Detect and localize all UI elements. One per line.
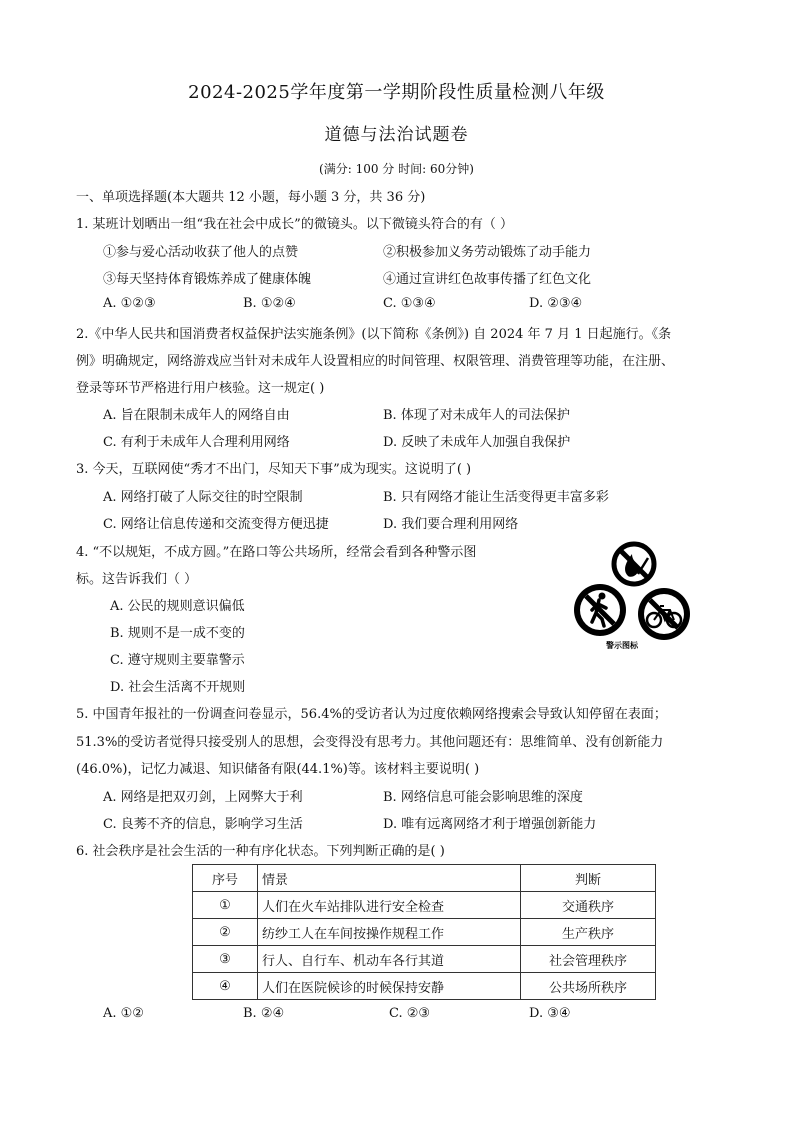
warning-signs-image (568, 540, 698, 652)
q5-stem-line3: (46.0%)，记忆力减退、知识储备有限(44.1%)等。该材料主要说明( ) (76, 762, 480, 777)
q1-option-c: C. ①③④ (383, 296, 436, 311)
q6-stem: 6. 社会秩序是社会生活的一种有序化状态。下列判断正确的是( ) (76, 844, 445, 859)
q1-stem: 1. 某班计划晒出一组“我在社会中成长”的微镜头。以下微镜头符合的有（ ） (76, 217, 513, 232)
q2-option-d: D. 反映了未成年人加强自我保护 (383, 435, 571, 450)
exam-subject: 道德与法治试题卷 (324, 125, 469, 145)
table-row (193, 973, 656, 1000)
q3-option-b: B. 只有网络才能让生活变得更丰富多彩 (383, 490, 609, 505)
q6-row-scenario: 人们在火车站排队进行安全检查 (258, 892, 521, 919)
q6-row-number: ② (193, 919, 258, 946)
no-bicycle-icon (638, 588, 690, 640)
q5-option-d: D. 唯有远离网络才利于增强创新能力 (383, 817, 597, 832)
exam-info: (满分: 100 分 时间: 60分钟) (319, 162, 474, 176)
table-row (193, 892, 656, 919)
q6-row-judgement: 交通秩序 (521, 892, 656, 919)
q5-option-b: B. 网络信息可能会影响思维的深度 (383, 790, 583, 805)
q6-table (192, 864, 656, 1000)
q5-option-c: C. 良莠不齐的信息，影响学习生活 (103, 817, 303, 832)
q1-item-2: ②积极参加义务劳动锻炼了动手能力 (383, 245, 592, 260)
q6-row-scenario: 人们在医院候诊的时候保持安静 (258, 973, 521, 1000)
section-heading: 一、单项选择题(本大题共 12 小题，每小题 3 分，共 36 分) (76, 190, 426, 205)
q2-stem-line2: 例》明确规定，网络游戏应当针对未成年人设置相应的时间管理、权限管理、消费管理等功能，在注册、 (76, 354, 675, 369)
q4-option-b: B. 规则不是一成不变的 (110, 626, 245, 641)
q6-row-scenario: 行人、自行车、机动车各行其道 (258, 946, 521, 973)
q6-row-number: ③ (193, 946, 258, 973)
q5-stem-line2: 51.3%的受访者觉得只接受别人的思想，会变得没有思考力。其他问题还有：思维简单、没有创新能力 (76, 735, 664, 750)
no-pedestrian-icon (574, 584, 626, 636)
q6-header-scenario: 情景 (258, 865, 521, 892)
q6-row-scenario: 纺纱工人在车间按操作规程工作 (258, 919, 521, 946)
q6-row-judgement: 社会管理秩序 (521, 946, 656, 973)
q1-option-d: D. ②③④ (529, 296, 583, 311)
q4-stem-line1: 4. “不以规矩，不成方圆。”在路口等公共场所，经常会看到各种警示图 (76, 545, 477, 560)
q6-row-number: ① (193, 892, 258, 919)
q4-option-c: C. 遵守规则主要靠警示 (110, 653, 245, 668)
q5-stem-line1: 5. 中国青年报社的一份调查问卷显示，56.4%的受访者认为过度依赖网络搜索会导致认知停留在表面； (76, 707, 667, 722)
q3-option-c: C. 网络让信息传递和交流变得方便迅捷 (103, 517, 329, 532)
exam-title: 2024-2025学年度第一学期阶段性质量检测八年级 (188, 82, 605, 103)
q6-row-judgement: 公共场所秩序 (521, 973, 656, 1000)
q6-header-number: 序号 (193, 865, 258, 892)
q2-option-a: A. 旨在限制未成年人的网络自由 (103, 408, 290, 423)
q6-row-number: ④ (193, 973, 258, 1000)
q1-option-b: B. ①②④ (243, 296, 296, 311)
q6-option-c: C. ②③ (389, 1006, 431, 1021)
warning-signs-caption: 警示图标 (606, 641, 638, 650)
q4-option-d: D. 社会生活离不开规则 (110, 680, 246, 695)
q6-header-judgement: 判断 (521, 865, 656, 892)
q6-option-b: B. ②④ (243, 1006, 285, 1021)
q1-item-1: ①参与爱心活动收获了他人的点赞 (103, 245, 299, 260)
q1-option-a: A. ①②③ (103, 296, 156, 311)
q3-option-d: D. 我们要合理利用网络 (383, 517, 519, 532)
q2-stem-line3: 登录等环节严格进行用户核验。这一规定( ) (76, 381, 325, 396)
q6-row-judgement: 生产秩序 (521, 919, 656, 946)
q2-option-b: B. 体现了对未成年人的司法保护 (383, 408, 570, 423)
q4-stem-line2: 标。这告诉我们（ ） (76, 572, 198, 587)
table-row (193, 919, 656, 946)
q2-stem-line1: 2.《中华人民共和国消费者权益保护法实施条例》(以下简称《条例》) 自 2024 年 7 月 1 日起施行。《条 (76, 327, 672, 342)
q2-option-c: C. 有利于未成年人合理利用网络 (103, 435, 290, 450)
q6-option-a: A. ①② (103, 1006, 144, 1021)
q6-option-d: D. ③④ (529, 1006, 571, 1021)
table-row (193, 946, 656, 973)
q6-table-header (193, 865, 656, 892)
q3-option-a: A. 网络打破了人际交往的时空限制 (103, 490, 303, 505)
q1-item-3: ③每天坚持体育锻炼养成了健康体魄 (103, 272, 312, 287)
no-fire-icon (614, 544, 654, 584)
q3-stem: 3. 今天，互联网使“秀才不出门，尽知天下事”成为现实。这说明了( ) (76, 462, 472, 477)
q4-option-a: A. 公民的规则意识偏低 (110, 599, 245, 614)
q5-option-a: A. 网络是把双刃剑，上网弊大于利 (103, 790, 303, 805)
q1-item-4: ④通过宣讲红色故事传播了红色文化 (383, 272, 592, 287)
